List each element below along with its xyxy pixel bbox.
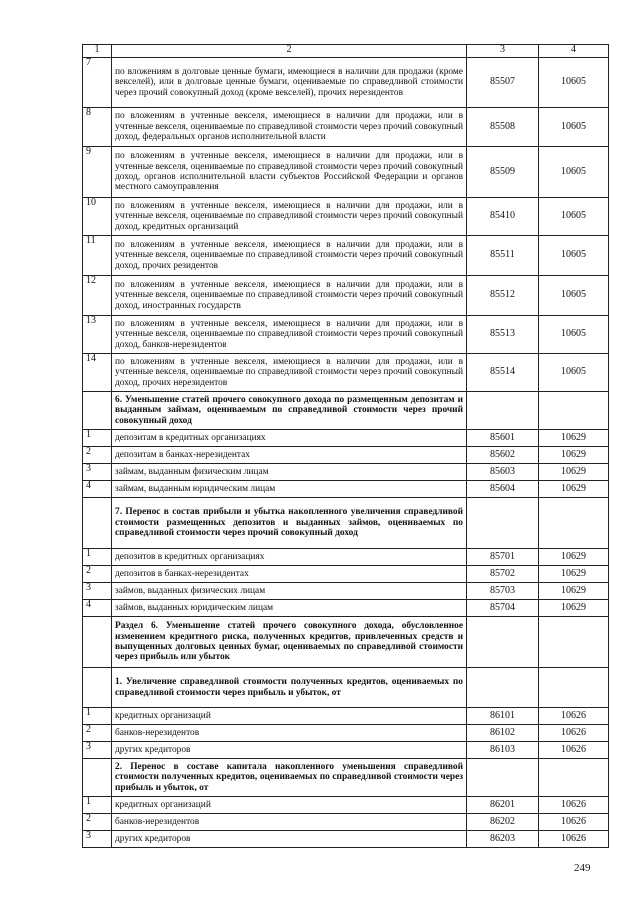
row-description: 7. Перенос в состав прибыли и убытка накопленного увеличения справедливой стоимости размещенных депозитов и выданных займов, оцениваемых по справедливой стоимости через прочий совокупный доход	[112, 498, 467, 549]
account-code: 85601	[467, 430, 539, 447]
row-description: по вложениям в учтенные векселя, имеющиеся в наличии для продажи, или в учтенные векселя, оцениваемые по справедливой стоимости через прочий совокупный доход, иностранных государств	[112, 276, 467, 316]
account-code: 85703	[467, 583, 539, 600]
symbol-code: 10605	[539, 108, 609, 147]
account-code: 86102	[467, 725, 539, 742]
table-row	[83, 430, 609, 447]
row-number: 1	[83, 708, 112, 725]
account-code	[467, 392, 539, 430]
page-number: 249	[574, 862, 591, 874]
account-code: 85511	[467, 236, 539, 276]
symbol-code: 10629	[539, 464, 609, 481]
row-number: 3	[83, 464, 112, 481]
table-row	[83, 108, 609, 147]
account-code: 86201	[467, 797, 539, 814]
table-row	[83, 566, 609, 583]
table-body	[83, 45, 609, 848]
table-row	[83, 276, 609, 316]
row-number: 8	[83, 108, 112, 147]
symbol-code: 10629	[539, 583, 609, 600]
row-number: 3	[83, 583, 112, 600]
account-code: 85603	[467, 464, 539, 481]
table-row	[83, 147, 609, 198]
accounts-table	[82, 44, 609, 848]
row-number: 11	[83, 236, 112, 276]
table-row	[83, 236, 609, 276]
row-description: по вложениям в учтенные векселя, имеющиеся в наличии для продажи, или в учтенные векселя, оцениваемые по справедливой стоимости через прочий совокупный доход, кредитных организаций	[112, 198, 467, 236]
row-number: 3	[83, 742, 112, 759]
row-number: 4	[83, 600, 112, 617]
account-code: 86203	[467, 831, 539, 848]
row-description: по вложениям в учтенные векселя, имеющиеся в наличии для продажи, или в учтенные векселя, оцениваемые по справедливой стоимости через прочий совокупный доход, федеральных органов исполнительной власти	[112, 108, 467, 147]
row-number: 4	[83, 481, 112, 498]
section-heading-row	[83, 759, 609, 797]
symbol-code: 10626	[539, 831, 609, 848]
table-row	[83, 481, 609, 498]
account-code: 86202	[467, 814, 539, 831]
row-description: депозитов в кредитных организациях	[112, 549, 467, 566]
table-row	[83, 354, 609, 392]
symbol-code: 10629	[539, 430, 609, 447]
row-description: кредитных организаций	[112, 708, 467, 725]
row-number: 10	[83, 198, 112, 236]
account-code: 85704	[467, 600, 539, 617]
header-row	[83, 45, 609, 58]
account-code	[467, 498, 539, 549]
row-description: 1. Увеличение справедливой стоимости полученных кредитов, оцениваемых по справедливой стоимости через прибыль и убыток, от	[112, 668, 467, 708]
table-row	[83, 725, 609, 742]
header-col-1: 1	[83, 45, 112, 58]
account-code: 85604	[467, 481, 539, 498]
account-code: 86103	[467, 742, 539, 759]
row-number: 13	[83, 316, 112, 354]
table-row	[83, 831, 609, 848]
row-description: других кредиторов	[112, 742, 467, 759]
row-description: по вложениям в учтенные векселя, имеющиеся в наличии для продажи, или в учтенные векселя, оцениваемые по справедливой стоимости через прочий совокупный доход, прочих нерезидентов	[112, 354, 467, 392]
symbol-code: 10626	[539, 797, 609, 814]
row-description: депозитов в банках-нерезидентах	[112, 566, 467, 583]
symbol-code: 10626	[539, 814, 609, 831]
row-description: 6. Уменьшение статей прочего совокупного дохода по размещенным депозитам и выданным займам, оцениваемым по справедливой стоимости через прочий совокупный доход	[112, 392, 467, 430]
table-row	[83, 708, 609, 725]
table-row	[83, 198, 609, 236]
row-description: 2. Перенос в составе капитала накопленного уменьшения справедливой стоимости полученных кредитов, оцениваемых по справедливой стоимости через прибыль и убыток, от	[112, 759, 467, 797]
table-row	[83, 600, 609, 617]
row-description: депозитам в банках-нерезидентах	[112, 447, 467, 464]
account-code: 85513	[467, 316, 539, 354]
row-number: 12	[83, 276, 112, 316]
symbol-code: 10605	[539, 198, 609, 236]
symbol-code: 10605	[539, 276, 609, 316]
account-code	[467, 668, 539, 708]
symbol-code: 10605	[539, 58, 609, 108]
section-heading-row	[83, 617, 609, 668]
table-row	[83, 316, 609, 354]
account-code: 85702	[467, 566, 539, 583]
symbol-code: 10605	[539, 147, 609, 198]
symbol-code: 10626	[539, 708, 609, 725]
header-col-2: 2	[112, 45, 467, 58]
table-row	[83, 58, 609, 108]
account-code: 85512	[467, 276, 539, 316]
row-number: 1	[83, 549, 112, 566]
account-code: 85410	[467, 198, 539, 236]
account-code: 85701	[467, 549, 539, 566]
account-code: 86101	[467, 708, 539, 725]
row-number	[83, 617, 112, 668]
symbol-code: 10629	[539, 481, 609, 498]
symbol-code: 10605	[539, 236, 609, 276]
symbol-code	[539, 498, 609, 549]
account-code: 85507	[467, 58, 539, 108]
account-code: 85514	[467, 354, 539, 392]
row-description: кредитных организаций	[112, 797, 467, 814]
row-number: 9	[83, 147, 112, 198]
symbol-code	[539, 392, 609, 430]
row-description: займам, выданным юридическим лицам	[112, 481, 467, 498]
row-number: 2	[83, 566, 112, 583]
account-code: 85508	[467, 108, 539, 147]
row-number: 7	[83, 58, 112, 108]
symbol-code	[539, 668, 609, 708]
header-col-4: 4	[539, 45, 609, 58]
symbol-code: 10629	[539, 566, 609, 583]
row-description: банков-нерезидентов	[112, 814, 467, 831]
table-row	[83, 447, 609, 464]
table-row	[83, 549, 609, 566]
row-description: по вложениям в учтенные векселя, имеющиеся в наличии для продажи, или в учтенные векселя, оцениваемые по справедливой стоимости через прочий совокупный доход, прочих резидентов	[112, 236, 467, 276]
table-row	[83, 742, 609, 759]
account-code	[467, 617, 539, 668]
symbol-code: 10626	[539, 725, 609, 742]
row-number	[83, 392, 112, 430]
row-number: 2	[83, 814, 112, 831]
symbol-code	[539, 617, 609, 668]
symbol-code: 10605	[539, 316, 609, 354]
symbol-code: 10629	[539, 600, 609, 617]
row-number: 1	[83, 797, 112, 814]
symbol-code: 10626	[539, 742, 609, 759]
symbol-code: 10605	[539, 354, 609, 392]
row-description: займов, выданных юридическим лицам	[112, 600, 467, 617]
header-col-3: 3	[467, 45, 539, 58]
table-row	[83, 583, 609, 600]
row-description: депозитам в кредитных организациях	[112, 430, 467, 447]
symbol-code: 10629	[539, 549, 609, 566]
account-code: 85509	[467, 147, 539, 198]
row-number	[83, 668, 112, 708]
symbol-code	[539, 759, 609, 797]
row-number: 2	[83, 725, 112, 742]
row-description: по вложениям в учтенные векселя, имеющиеся в наличии для продажи, или в учтенные векселя, оцениваемые по справедливой стоимости через прочий совокупный доход, банков-нерезидентов	[112, 316, 467, 354]
row-description: банков-нерезидентов	[112, 725, 467, 742]
table-row	[83, 797, 609, 814]
account-code: 85602	[467, 447, 539, 464]
row-number: 2	[83, 447, 112, 464]
row-number	[83, 759, 112, 797]
row-number	[83, 498, 112, 549]
section-heading-row	[83, 392, 609, 430]
table-row	[83, 464, 609, 481]
row-description: Раздел 6. Уменьшение статей прочего совокупного дохода, обусловленное изменением кредитного риска, полученных кредитов, привлеченных средств и выпущенных долговых ценных бумаг, оцениваемых по справедливой стоимости через прибыль или убыток	[112, 617, 467, 668]
symbol-code: 10629	[539, 447, 609, 464]
row-description: займам, выданным физическим лицам	[112, 464, 467, 481]
account-code	[467, 759, 539, 797]
table-row	[83, 814, 609, 831]
row-number: 1	[83, 430, 112, 447]
section-heading-row	[83, 668, 609, 708]
row-description: по вложениям в долговые ценные бумаги, имеющиеся в наличии для продажи (кроме векселей), или в долговые ценные бумаги, оцениваемые по справедливой стоимости через прочий совокупный доход (кроме векселей), прочих нерезидентов	[112, 58, 467, 108]
row-description: по вложениям в учтенные векселя, имеющиеся в наличии для продажи, или в учтенные векселя, оцениваемые по справедливой стоимости через прочий совокупный доход, органов исполнительной власти субъектов Российской Федерации и органов местного самоуправления	[112, 147, 467, 198]
row-description: других кредиторов	[112, 831, 467, 848]
row-description: займов, выданных физических лицам	[112, 583, 467, 600]
section-heading-row	[83, 498, 609, 549]
row-number: 3	[83, 831, 112, 848]
row-number: 14	[83, 354, 112, 392]
